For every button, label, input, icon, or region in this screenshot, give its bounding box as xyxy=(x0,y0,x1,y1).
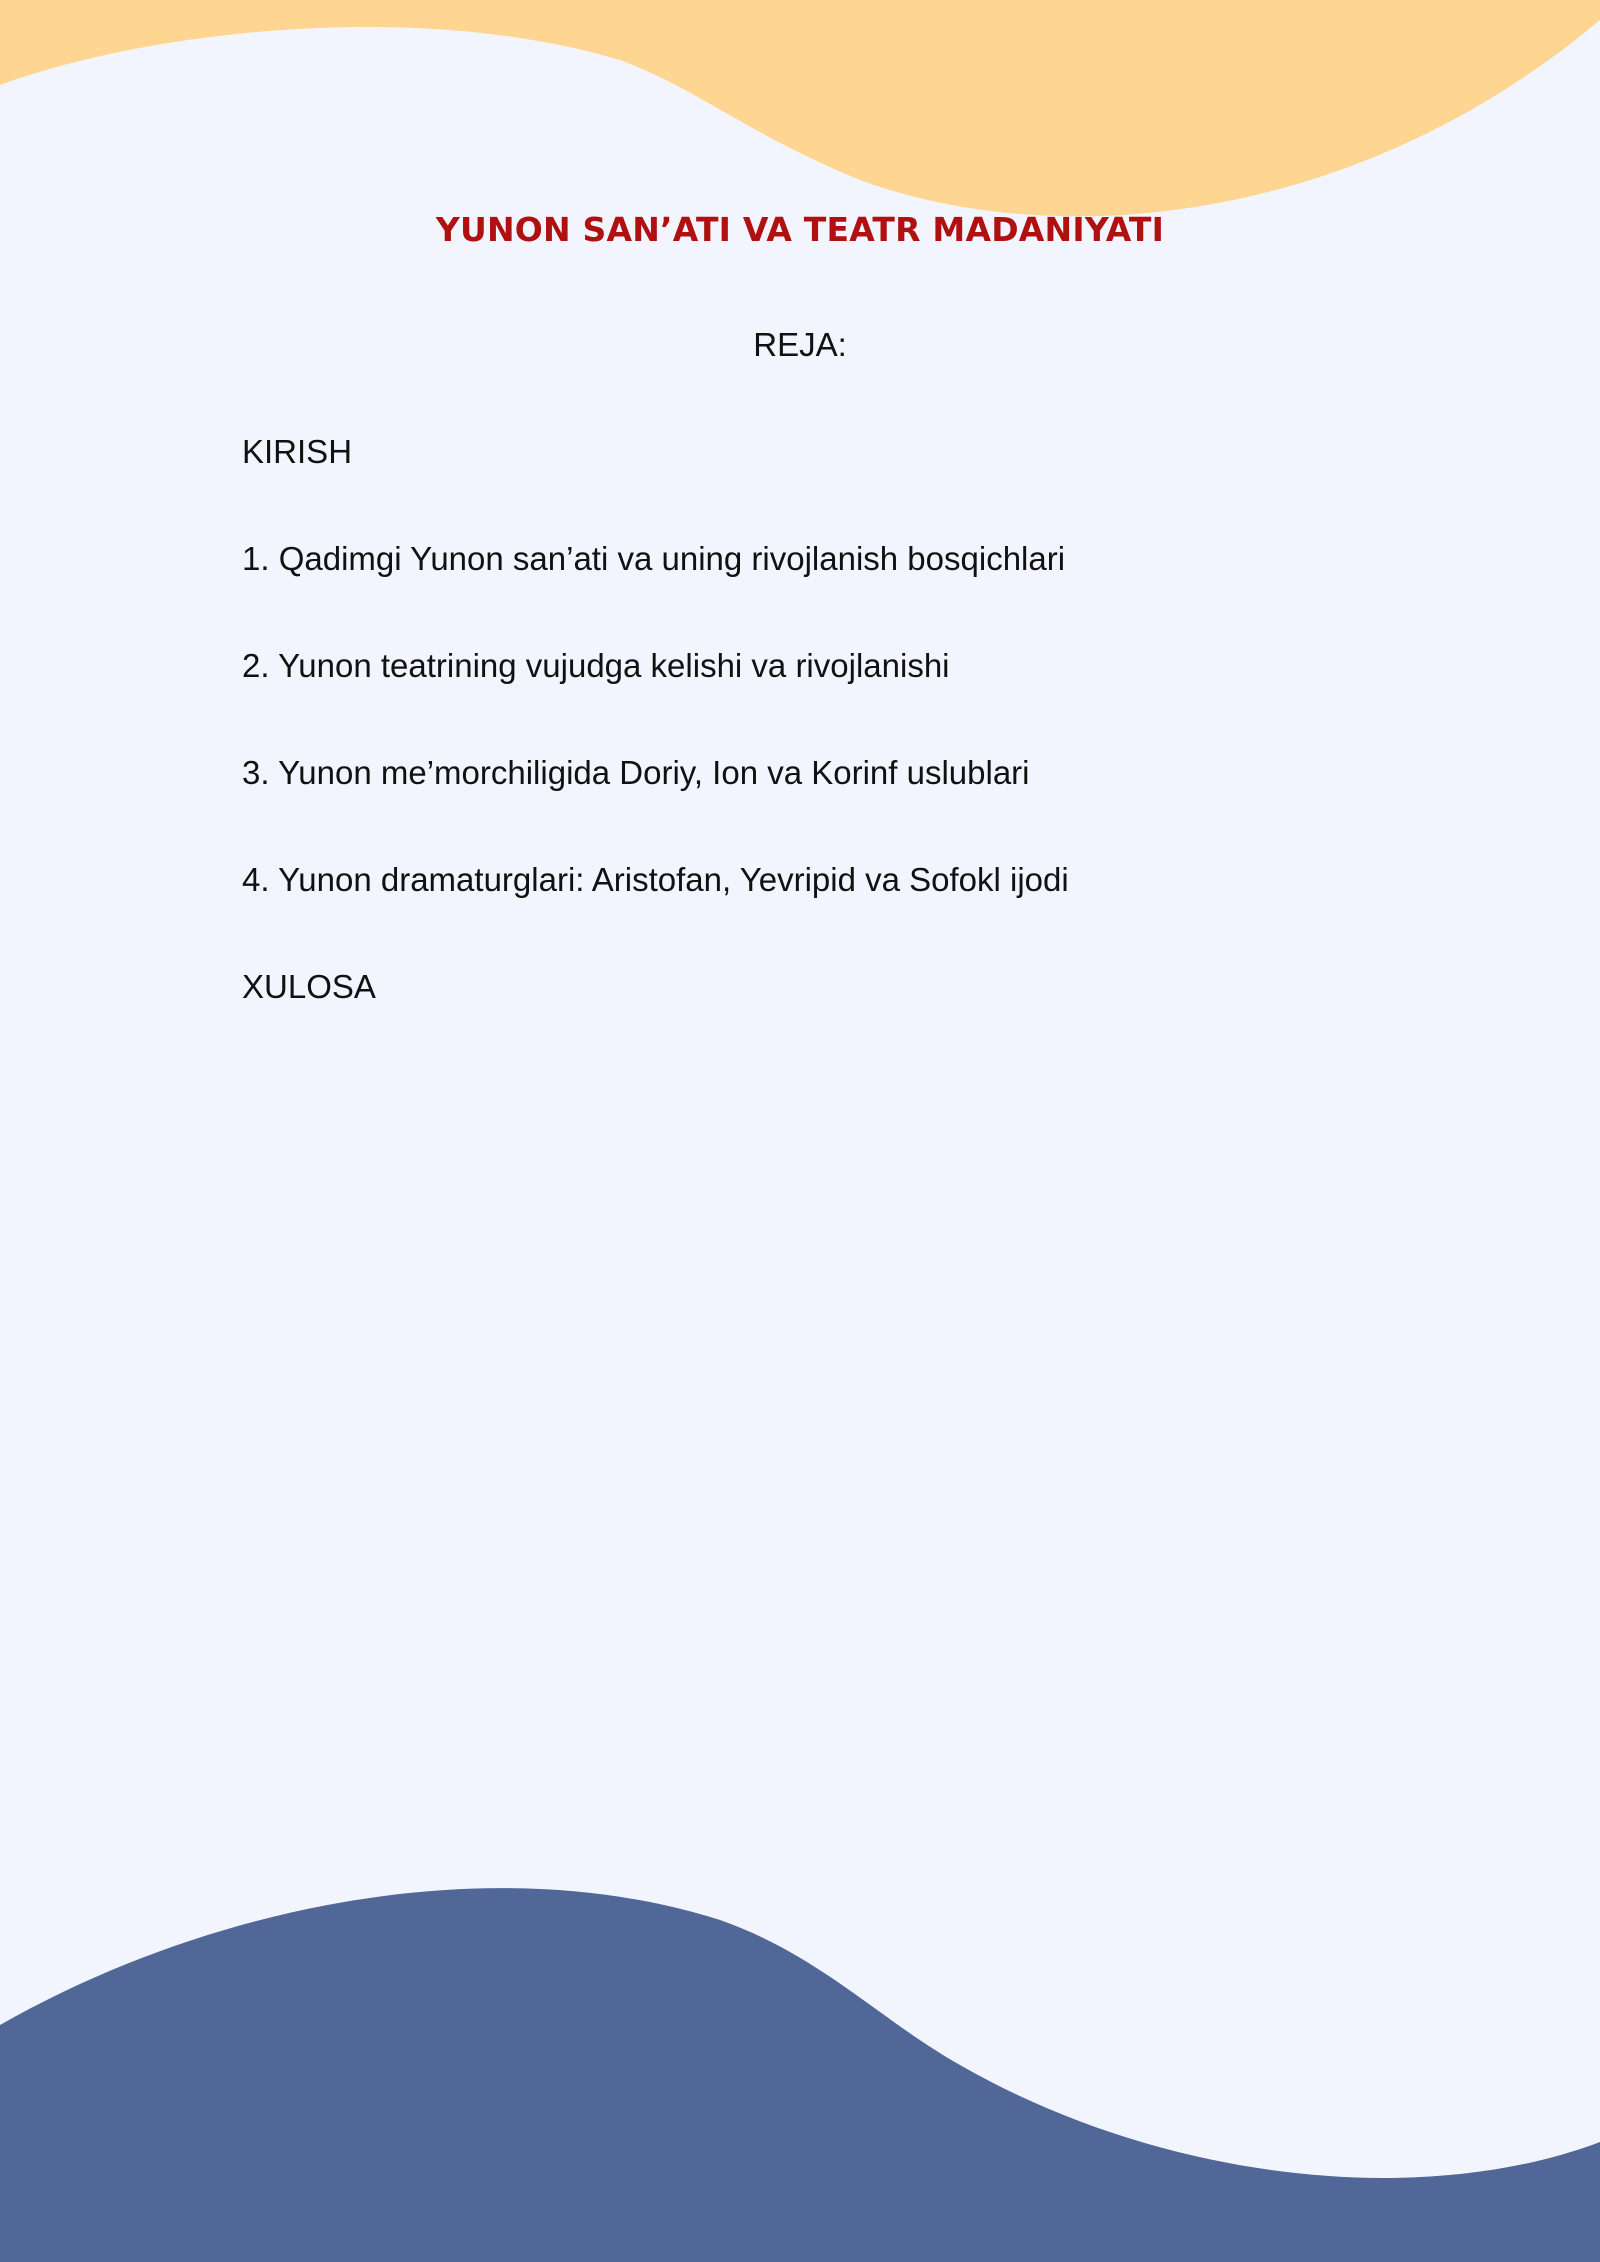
bottom-wave-decoration xyxy=(0,1880,1600,2262)
toc-item-1: 1. Qadimgi Yunon san’ati va uning rivojlanish bosqichlari xyxy=(242,540,1066,577)
toc-item-introduction: KIRISH xyxy=(242,433,353,470)
top-wave-shape xyxy=(0,0,1600,216)
document-title: YUNON SAN’ATI VA TEATR MADANIYATI xyxy=(435,210,1165,249)
top-wave-decoration xyxy=(0,0,1600,240)
toc-item-3: 3. Yunon me’morchiligida Doriy, Ion va Korinf uslublari xyxy=(242,754,1030,791)
plan-heading: REJA: xyxy=(753,326,847,363)
toc-item-2: 2. Yunon teatrining vujudga kelishi va rivojlanishi xyxy=(242,647,950,684)
table-of-contents xyxy=(242,430,1069,1072)
bottom-wave-shape xyxy=(0,1888,1600,2262)
toc-item-4: 4. Yunon dramaturglari: Aristofan, Yevripid va Sofokl ijodi xyxy=(242,861,1069,898)
toc-item-conclusion: XULOSA xyxy=(242,968,376,1005)
